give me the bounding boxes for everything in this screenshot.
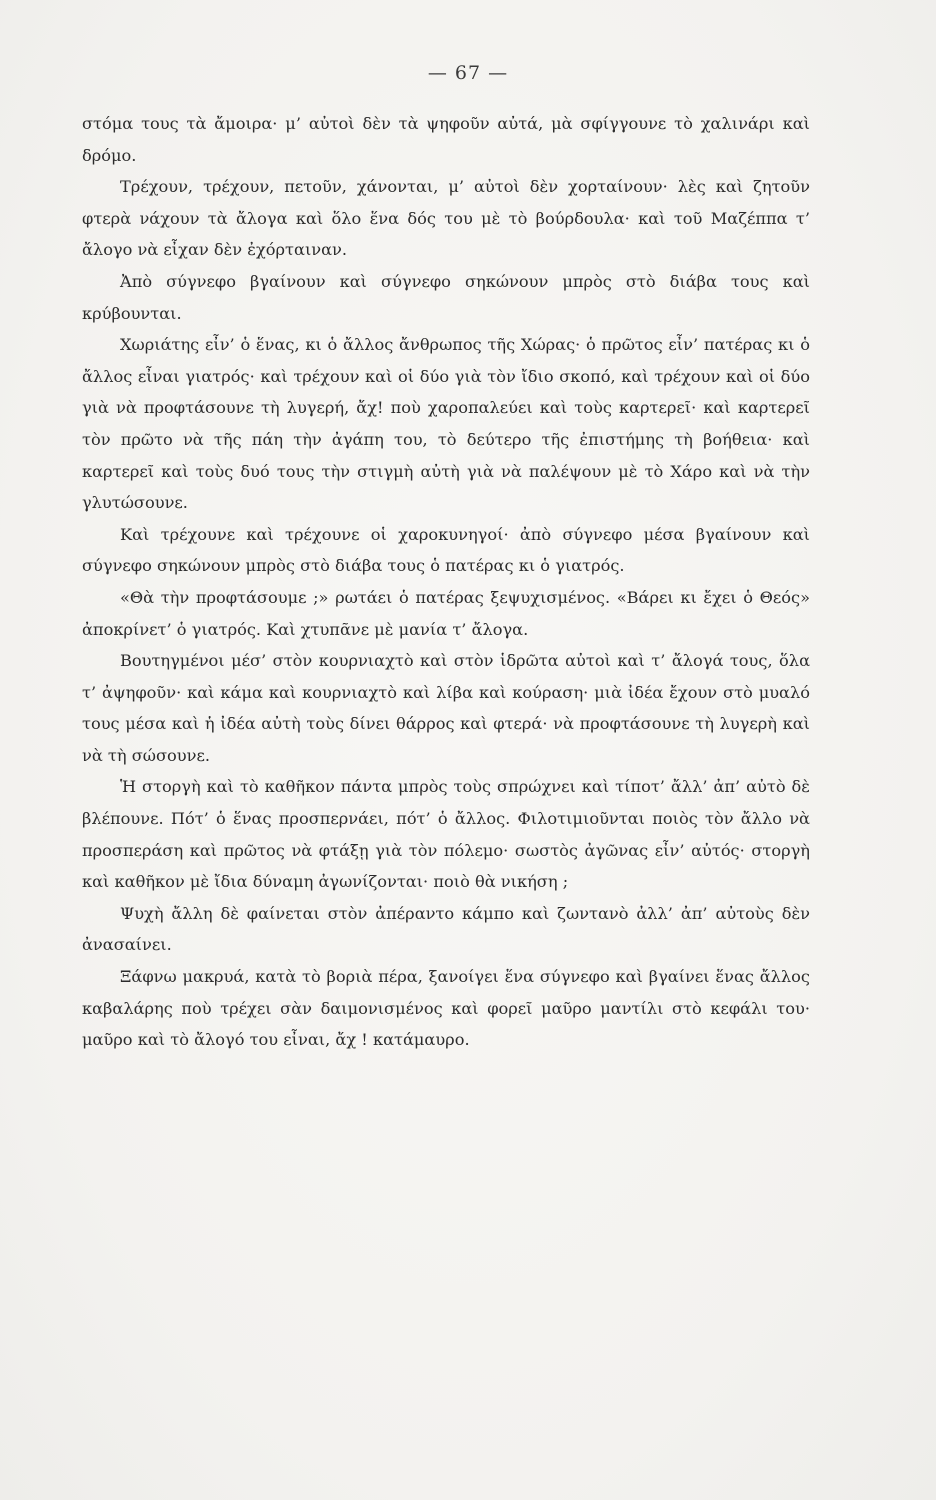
paragraph: Καὶ τρέχουνε καὶ τρέχουνε οἱ χαροκυνηγοί· ἀπὸ σύγνεφο μέσα βγαίνουν καὶ σύγνεφο σηκώνουν μπρὸς στὸ διάβα τους ὁ πατέρας κι ὁ γιατρός. bbox=[82, 524, 810, 576]
paragraph: στόμα τους τὰ ἄμοιρα· μ’ αὐτοὶ δὲν τὰ ψηφοῦν αὐτά, μὰ σφίγγουνε τὸ χαλινάρι καὶ δρόμο. bbox=[82, 114, 810, 165]
paragraph: Ψυχὴ ἄλλη δὲ φαίνεται στὸν ἀπέραντο κάμπο καὶ ζωντανὸ ἀλλ’ ἀπ’ αὐτοὺς δὲν ἀνασαίνει. bbox=[82, 903, 810, 955]
paragraph: Ἀπὸ σύγνεφο βγαίνουν καὶ σύγνεφο σηκώνουν μπρὸς στὸ διάβα τους καὶ κρύβουνται. bbox=[82, 271, 810, 323]
paragraph: «Θὰ τὴν προφτάσουμε ;» ρωτάει ὁ πατέρας ξεψυχισμένος. «Βάρει κι ἔχει ὁ Θεός» ἀποκρίνετ’ ὁ γιατρός. Καὶ χτυπᾶνε μὲ μανία τ’ ἄλογα. bbox=[82, 587, 810, 639]
paragraph: Βουτηγμένοι μέσ’ στὸν κουρνιαχτὸ καὶ στὸν ἱδρῶτα αὐτοὶ καὶ τ’ ἄλογά τους, ὅλα τ’ ἀψηφοῦν· καὶ κάμα καὶ κουρνιαχτὸ καὶ λίβα καὶ κούραση· μιὰ ἰδέα ἔχουν στὸ μυαλό τους μέσα καὶ ἡ ἰδέα αὐτὴ τοὺς δίνει θάρρος καὶ φτερά· νὰ προφτάσουνε τὴ λυγερὴ καὶ νὰ τὴ σώσουνε. bbox=[82, 651, 810, 765]
paragraph: Ξάφνω μακρυά, κατὰ τὸ βοριὰ πέρα, ξανοίγει ἕνα σύγνεφο καὶ βγαίνει ἕνας ἄλλος καβαλάρης ποὺ τρέχει σὰν δαιμονισμένος καὶ φορεῖ μαῦρο μαντίλι στὸ κεφάλι του· μαῦρο καὶ τὸ ἄλογό του εἶναι, ἄχ ! κατάμαυρο. bbox=[82, 967, 810, 1050]
paragraph: Χωριάτης εἶν’ ὁ ἕνας, κι ὁ ἄλλος ἄνθρωπος τῆς Χώρας· ὁ πρῶτος εἶν’ πατέρας κι ὁ ἄλλος εἶναι γιατρός· καὶ τρέχουν καὶ οἱ δύο γιὰ τὸν ἴδιο σκοπό, καὶ τρέχουν καὶ οἱ δύο γιὰ νὰ προφτάσουνε τὴ λυγερή, ἄχ! ποὺ χαροπαλεύει καὶ τοὺς καρτερεῖ· καὶ καρτερεῖ τὸν πρῶτο νὰ τῆς πάη τὴν ἀγάπη του, τὸ δεύτερο τῆς ἐπιστήμης τὴ βοήθεια· καὶ καρτερεῖ καὶ τοὺς δυό τους τὴν στιγμὴ αὐτὴ γιὰ νὰ παλέψουν μὲ τὸ Χάρο καὶ νὰ τὴν γλυτώσουνε. bbox=[82, 335, 810, 513]
paragraph: Ἡ στοργὴ καὶ τὸ καθῆκον πάντα μπρὸς τοὺς σπρώχνει καὶ τίποτ’ ἄλλ’ ἀπ’ αὐτὸ δὲ βλέπουνε. Πότ’ ὁ ἕνας προσπερνάει, πότ’ ὁ ἄλλος. Φιλοτιμιοῦνται ποιὸς τὸν ἄλλο νὰ προσπεράση καὶ πρῶτος νὰ φτάξῃ γιὰ τὸν πόλεμο· σωστὸς ἀγῶνας εἶν’ αὐτός· στοργὴ καὶ καθῆκον μὲ ἴδια δύναμη ἀγωνίζονται· ποιὸ θὰ νικήση ; bbox=[82, 777, 810, 892]
page-number: — 67 — bbox=[427, 62, 509, 84]
body-text bbox=[82, 108, 810, 1056]
paragraph: Τρέχουν, τρέχουν, πετοῦν, χάνονται, μ’ αὐτοὶ δὲν χορταίνουν· λὲς καὶ ζητοῦν φτερὰ νάχουν τὰ ἄλογα καὶ ὅλο ἕνα δός του μὲ τὸ βούρδουλα· καὶ τοῦ Μαζέππα τ’ ἄλογο νὰ εἶχαν δὲν ἐχόρταιναν. bbox=[82, 177, 810, 260]
